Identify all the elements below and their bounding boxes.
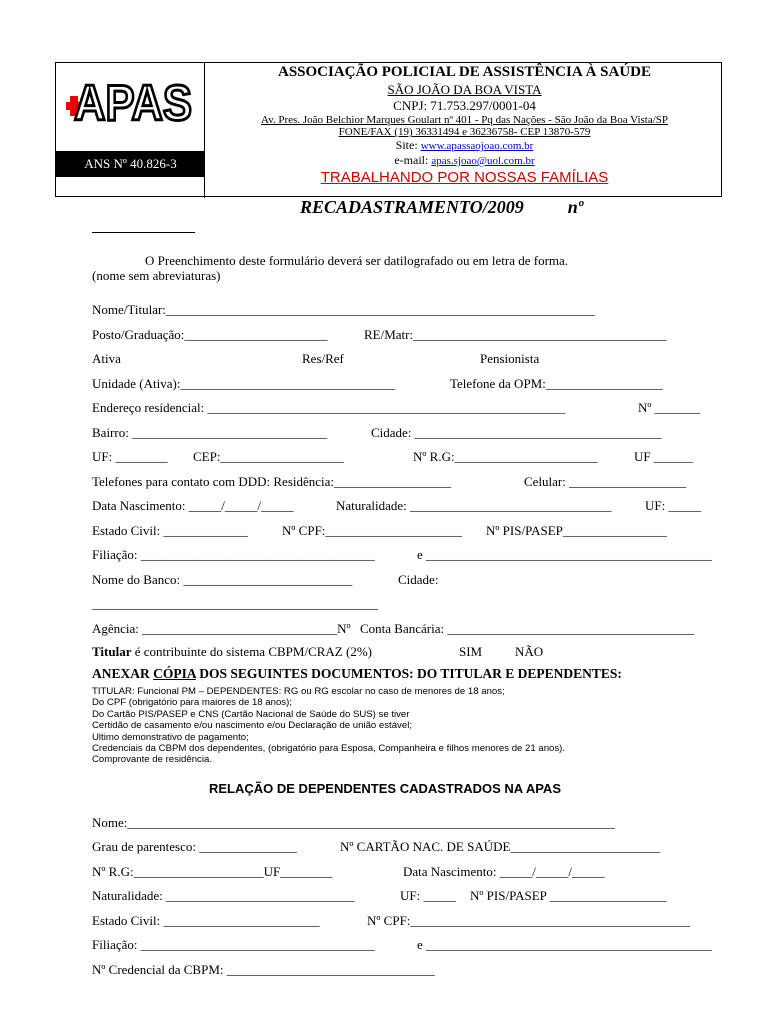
telefone-opm-field[interactable]: Telefone da OPM:__________________ [450, 376, 663, 391]
instructions-2: (nome sem abreviaturas) [92, 268, 221, 283]
list-item: Ultimo demonstrativo de pagamento; [92, 731, 249, 743]
filiacao-2-field[interactable]: e ____________________________________________ [417, 547, 713, 562]
conta-field[interactable]: Conta Bancária: ______________________________________ [360, 621, 695, 636]
naturalidade-field[interactable]: Naturalidade: _______________________________ [336, 498, 612, 513]
cep-field[interactable]: CEP:___________________ [193, 449, 344, 464]
dep-filiacao-2-field[interactable]: e ____________________________________________ [417, 937, 713, 952]
list-item: Do CPF (obrigatório para maiores de 18 anos); [92, 697, 292, 709]
celular-field[interactable]: Celular: __________________ [524, 474, 687, 489]
ans-badge: ANS Nº 40.826-3 [56, 151, 205, 177]
list-item: Credenciais da CBPM dos dependentes, (obrigatório para Esposa, Companheira e filhos menores de 21 anos). [92, 743, 566, 755]
email-link[interactable]: apas.sjoao@uol.com.br [431, 155, 535, 167]
apas-logo [66, 68, 196, 128]
dep-data-nascimento-field[interactable]: Data Nascimento: _____/_____/_____ [403, 864, 605, 879]
email-label: e-mail: [394, 153, 432, 167]
res-ref-option[interactable]: Res/Ref [302, 351, 344, 366]
form-title [300, 197, 583, 218]
dep-parentesco-field[interactable]: Grau de parentesco: _______________ [92, 839, 297, 854]
bairro-field[interactable]: Bairro: ______________________________ [92, 425, 328, 440]
dep-naturalidade-field[interactable]: Naturalidade: _____________________________ [92, 888, 355, 903]
title-number: nº [567, 197, 584, 217]
site-link[interactable]: www.apassaojoao.com.br [420, 140, 534, 152]
cnpj: CNPJ: 71.753.297/0001-04 [393, 98, 536, 113]
uf-field[interactable]: UF: ________ [92, 449, 168, 464]
naturalidade-uf-field[interactable]: UF: _____ [645, 498, 701, 513]
endereco-field[interactable]: Endereço residencial: _______________________________________________________ [92, 400, 565, 415]
phone: FONE/FAX (19) 36331494 e 36236758- CEP 13870-579 [338, 126, 591, 138]
titular-bold: Titular [92, 644, 132, 659]
site-label: Site: [395, 138, 421, 152]
telefone-residencia-field[interactable]: Telefones para contato com DDD: Residência:__________________ [92, 474, 452, 489]
letterhead [55, 62, 722, 197]
org-info [206, 63, 723, 186]
address: Av. Pres. João Belchior Marques Goulart nº 401 - Pq das Nações - São João da Boa Vista/SP [260, 114, 669, 126]
site [206, 138, 723, 153]
org-name: ASSOCIAÇÃO POLICIAL DE ASSISTÊNCIA À SAÚDE [277, 64, 652, 80]
rg-field[interactable]: Nº R.G:______________________ [413, 449, 598, 464]
slogan: TRABALHANDO POR NOSSAS FAMÍLIAS [320, 169, 609, 186]
unidade-field[interactable]: Unidade (Ativa):_________________________________ [92, 376, 395, 391]
logo-text: APAS [74, 75, 192, 128]
logo-cell [56, 63, 205, 198]
dep-cpf-field[interactable]: Nº CPF:___________________________________________ [367, 913, 690, 928]
instructions-1: O Preenchimento deste formulário deverá ser datilografado ou em letra de forma. [145, 253, 569, 268]
number-line [92, 232, 195, 233]
documents-list [92, 686, 565, 766]
city: SÃO JOÃO DA BOA VISTA [387, 82, 542, 97]
cpf-field[interactable]: Nº CPF:_____________________ [282, 523, 462, 538]
data-nascimento-field[interactable]: Data Nascimento: _____/_____/_____ [92, 498, 294, 513]
estado-civil-field[interactable]: Estado Civil: _____________ [92, 523, 248, 538]
email [206, 153, 723, 168]
dep-nome-field[interactable]: Nome:___________________________________________________________________________ [92, 815, 615, 830]
agencia-field[interactable]: Agência: ______________________________Nº [92, 621, 351, 636]
banco-cidade-line[interactable]: ____________________________________________ [92, 596, 378, 611]
documents-heading-1: ANEXAR [92, 666, 154, 681]
dep-credencial-field[interactable]: Nº Credencial da CBPM: ________________________________ [92, 962, 435, 977]
dep-filiacao-field[interactable]: Filiação: ____________________________________ [92, 937, 375, 952]
list-item: TITULAR: Funcional PM – DEPENDENTES: RG ou RG escolar no caso de menores de 18 anos; [92, 686, 505, 697]
rg-uf-field[interactable]: UF ______ [634, 449, 693, 464]
list-item: Do Cartão PIS/PASEP e CNS (Cartão Nacional de Saúde do SUS) se tiver [92, 708, 410, 720]
dep-pis-field[interactable]: Nº PIS/PASEP __________________ [470, 888, 667, 903]
nao-option[interactable]: NÃO [515, 644, 544, 659]
ativa-option[interactable]: Ativa [92, 351, 121, 366]
sim-option[interactable]: SIM [459, 644, 483, 659]
title-text: RECADASTRAMENTO/2009 [300, 197, 524, 217]
documents-heading [92, 666, 622, 682]
list-item: Comprovante de residência. [92, 754, 212, 766]
dep-rg-field[interactable]: Nº R.G:____________________UF________ [92, 864, 333, 879]
list-item: Certidão de casamento e/ou nascimento e/ou Declaração de união estável; [92, 720, 412, 732]
contribuinte-rest: é contribuinte do sistema CBPM/CRAZ (2%) [131, 644, 372, 659]
dep-uf-field[interactable]: UF: _____ [400, 888, 456, 903]
cidade-field[interactable]: Cidade: ______________________________________ [371, 425, 662, 440]
pensionista-option[interactable]: Pensionista [480, 351, 540, 366]
documents-heading-2: DOS SEGUINTES DOCUMENTOS: DO TITULAR E DEPENDENTES: [195, 666, 622, 681]
filiacao-field[interactable]: Filiação: ____________________________________ [92, 547, 375, 562]
posto-field[interactable]: Posto/Graduação:______________________ [92, 327, 328, 342]
banco-field[interactable]: Nome do Banco: __________________________ [92, 572, 353, 587]
banco-cidade-field[interactable]: Cidade: [398, 572, 439, 587]
contribuinte-text [92, 644, 372, 660]
nome-titular-field[interactable]: Nome/Titular:__________________________________________________________________ [92, 302, 595, 317]
pis-pasep-field[interactable]: Nº PIS/PASEP________________ [486, 523, 667, 538]
documents-heading-copia: CÓPIA [153, 666, 196, 681]
dep-estado-civil-field[interactable]: Estado Civil: ________________________ [92, 913, 320, 928]
dependents-heading: RELAÇÃO DE DEPENDENTES CADASTRADOS NA APAS [209, 781, 561, 796]
dep-cartao-field[interactable]: Nº CARTÃO NAC. DE SAÚDE_______________________ [340, 839, 660, 854]
endereco-numero-field[interactable]: Nº _______ [638, 400, 701, 415]
re-matr-field[interactable]: RE/Matr:_______________________________________ [364, 327, 667, 342]
